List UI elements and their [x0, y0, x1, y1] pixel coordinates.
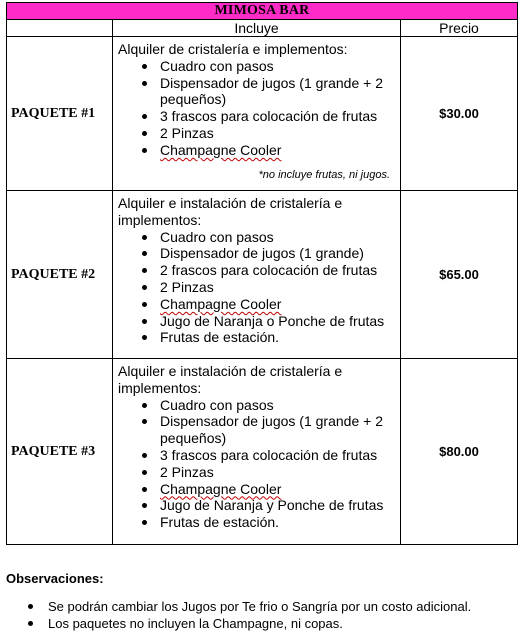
package-item: Jugo de Naranja o Ponche de frutas	[140, 313, 396, 330]
observations-title: Observaciones:	[6, 571, 104, 586]
package-item: 2 Pinzas	[140, 125, 396, 142]
package-items	[118, 58, 396, 159]
package-item-text: Champagne Cooler	[160, 141, 282, 158]
package-intro: Alquiler e instalación de cristalería e implementos:	[118, 363, 343, 396]
package-row-2	[7, 191, 518, 359]
observations-list	[26, 598, 471, 632]
package-item: Dispensador de jugos (1 grande + 2 pequeños)	[140, 413, 396, 447]
package-item: Cuadro con pasos	[140, 229, 396, 246]
header-price: Precio	[401, 20, 518, 37]
package-name: PAQUETE #1	[7, 37, 113, 191]
package-includes	[113, 191, 401, 359]
package-price: $30.00	[401, 37, 518, 191]
package-item: 3 frascos para colocación de frutas	[140, 108, 396, 125]
package-note: *no incluye frutas, ni jugos.	[258, 168, 390, 181]
package-row-1	[7, 37, 518, 191]
package-includes	[113, 359, 401, 545]
package-item	[140, 142, 396, 159]
observation-item: Los paquetes no incluyen la Champagne, ni copas.	[26, 615, 471, 632]
observation-item: Se podrán cambiar los Jugos por Te frio o Sangría por un costo adicional.	[26, 598, 471, 615]
package-item: Dispensador de jugos (1 grande + 2 pequeños)	[140, 75, 396, 109]
package-item: Frutas de estación.	[140, 514, 396, 531]
package-item: 2 Pinzas	[140, 464, 396, 481]
package-row-3	[7, 359, 518, 545]
header-empty	[7, 20, 113, 37]
package-items	[118, 229, 396, 347]
package-items	[118, 397, 396, 531]
package-name: PAQUETE #2	[7, 191, 113, 359]
package-item-text: Champagne Cooler	[160, 480, 282, 497]
table-title: MIMOSA BAR	[7, 3, 518, 20]
package-item: Jugo de Naranja y Ponche de frutas	[140, 497, 396, 514]
package-item: 2 Pinzas	[140, 279, 396, 296]
package-name: PAQUETE #3	[7, 359, 113, 545]
package-item: 3 frascos para colocación de frutas	[140, 447, 396, 464]
package-intro: Alquiler e instalación de cristalería e implementos:	[118, 195, 343, 228]
package-item: 2 frascos para colocación de frutas	[140, 262, 396, 279]
package-price: $65.00	[401, 191, 518, 359]
pricing-table	[6, 2, 518, 545]
package-item: Frutas de estación.	[140, 329, 396, 346]
package-intro: Alquiler de cristalería e implementos:	[118, 41, 348, 57]
package-includes	[113, 37, 401, 191]
package-price: $80.00	[401, 359, 518, 545]
header-includes: Incluye	[113, 20, 401, 37]
header-row	[7, 20, 518, 37]
package-item-text: Champagne Cooler	[160, 295, 282, 312]
package-item: Dispensador de jugos (1 grande)	[140, 245, 396, 262]
package-item: Cuadro con pasos	[140, 397, 396, 414]
package-item	[140, 296, 396, 313]
package-item	[140, 481, 396, 498]
title-row	[7, 3, 518, 20]
package-item: Cuadro con pasos	[140, 58, 396, 75]
